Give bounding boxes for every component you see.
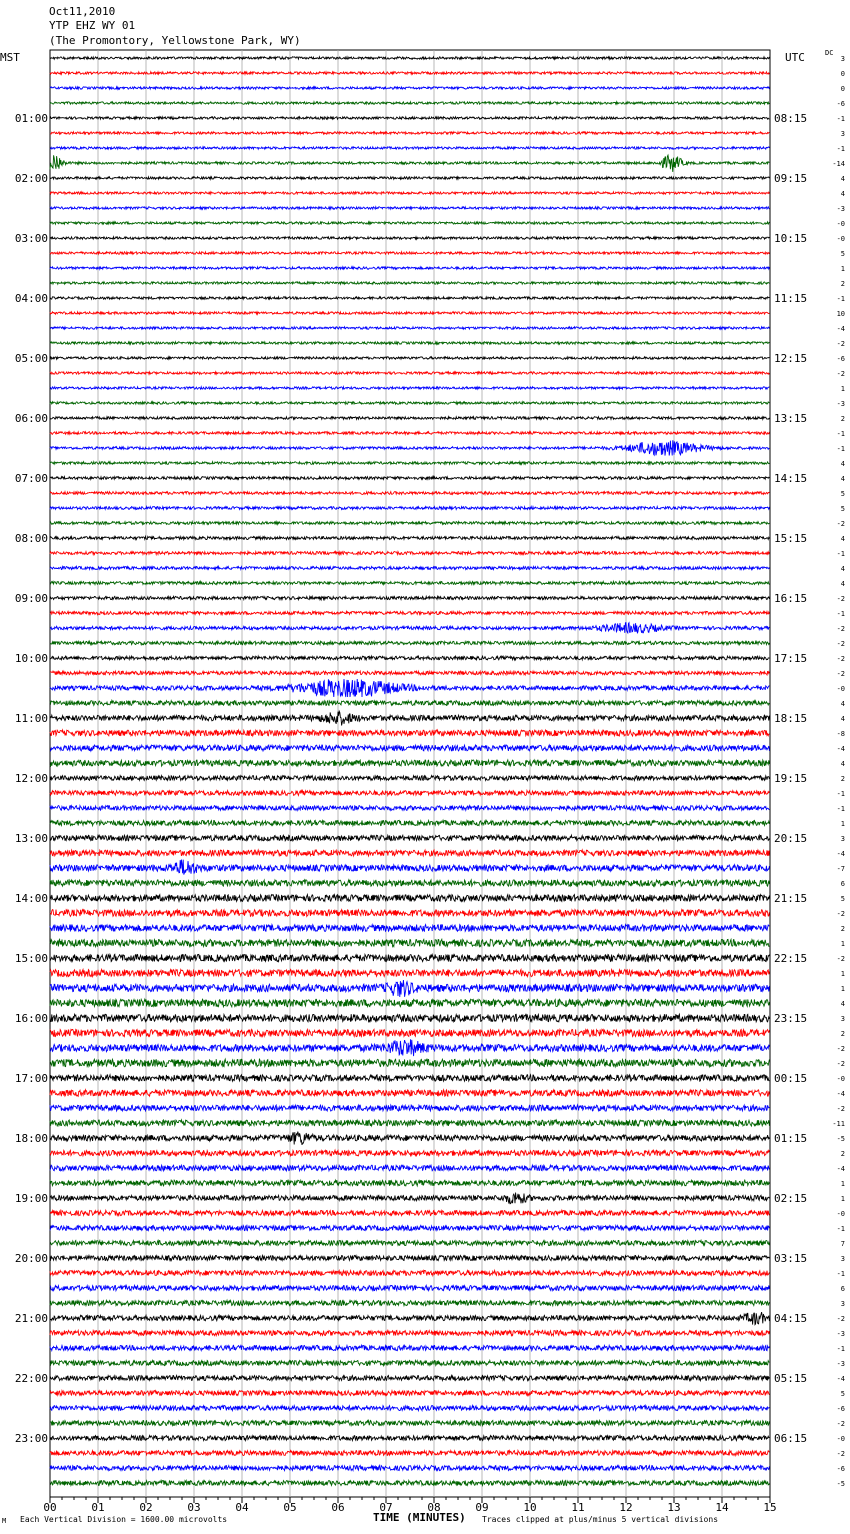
dc-offset-label: -11: [832, 1120, 845, 1128]
seismic-trace: [50, 1039, 769, 1056]
dc-offset-label: 1: [840, 970, 845, 978]
seismic-trace: [50, 102, 769, 104]
dc-offset-label: 5: [840, 895, 845, 903]
seismic-trace: [50, 417, 769, 420]
seismic-trace: [50, 132, 769, 134]
dc-offset-label: 3: [840, 55, 845, 63]
utc-hour-label: 16:15: [774, 592, 808, 605]
dc-offset-label: 0: [840, 85, 845, 93]
mst-hour-label: 18:00: [14, 1132, 48, 1145]
dc-offset-label: 2: [840, 280, 845, 288]
seismic-trace: [50, 1090, 769, 1096]
dc-offset-label: 2: [840, 925, 845, 933]
dc-offset-label: 1: [840, 1180, 845, 1188]
seismic-trace: [50, 402, 769, 404]
seismic-trace: [50, 969, 769, 976]
mst-hour-label: 13:00: [14, 832, 48, 845]
seismic-trace: [50, 507, 769, 510]
vertical-scale-note: Each Vertical Division = 1600.00 microvolts: [20, 1515, 228, 1524]
seismic-trace: [50, 57, 769, 59]
dc-offset-label: -2: [836, 595, 845, 603]
seismic-trace: [50, 980, 769, 997]
dc-offset-label: 4: [840, 715, 845, 723]
station-code: YTP EHZ WY 01: [49, 19, 136, 32]
dc-offset-label: 6: [840, 1285, 845, 1293]
seismic-trace: [50, 462, 769, 465]
seismic-trace: [50, 252, 769, 254]
seismic-trace: [50, 880, 769, 886]
dc-offset-label: -8: [836, 730, 845, 738]
seismic-trace: [50, 1360, 769, 1365]
dc-offset-label: 4: [840, 700, 845, 708]
x-tick-label: 01: [91, 1501, 105, 1514]
mst-axis-title: MST: [0, 51, 20, 64]
dc-offset-label: -2: [836, 625, 845, 633]
seismic-trace: [50, 267, 769, 269]
dc-offset-label: -6: [836, 355, 845, 363]
dc-offset-label: -3: [836, 205, 845, 213]
mst-hour-label: 20:00: [14, 1252, 48, 1265]
utc-hour-label: 22:15: [774, 952, 808, 965]
dc-offset-label: -6: [836, 100, 845, 108]
mst-hour-label: 06:00: [14, 412, 48, 425]
utc-axis-title: UTC: [785, 51, 805, 64]
dc-offset-label: 4: [840, 460, 845, 468]
dc-offset-label: -1: [836, 1345, 845, 1353]
seismic-trace: [50, 297, 769, 299]
seismic-trace: [50, 1285, 769, 1290]
seismic-trace: [50, 596, 769, 599]
seismic-trace: [50, 1225, 769, 1230]
dc-offset-label: -7: [836, 865, 845, 873]
dc-offset-label: 4: [840, 1000, 845, 1008]
seismic-trace: [50, 1391, 769, 1396]
seismic-trace: [50, 582, 769, 585]
seismic-trace: [50, 312, 769, 314]
dc-offset-label: 3: [840, 1300, 845, 1308]
dc-offset-label: 1: [840, 385, 845, 393]
dc-offset-label: -3: [836, 1330, 845, 1338]
dc-offset-label: 3: [840, 130, 845, 138]
dc-offset-label: 4: [840, 190, 845, 198]
dc-offset-label: -1: [836, 145, 845, 153]
utc-hour-label: 10:15: [774, 232, 808, 245]
seismic-trace: [50, 1312, 769, 1325]
seismic-trace: [50, 730, 769, 736]
seismic-trace: [50, 342, 769, 344]
dc-offset-label: 2: [840, 415, 845, 423]
seismic-trace: [50, 1059, 769, 1067]
mst-hour-label: 02:00: [14, 172, 48, 185]
seismic-trace: [50, 925, 769, 932]
x-tick-label: 06: [331, 1501, 345, 1514]
utc-hour-label: 04:15: [774, 1312, 808, 1325]
dc-offset-label: -2: [836, 520, 845, 528]
utc-hour-label: 01:15: [774, 1132, 808, 1145]
mst-hour-label: 10:00: [14, 652, 48, 665]
seismic-trace: [50, 679, 769, 697]
dc-offset-label: -2: [836, 1105, 845, 1113]
dc-column-title: DC: [825, 49, 834, 57]
seismic-trace: [50, 860, 769, 875]
seismic-trace: [50, 440, 769, 455]
seismic-trace: [50, 711, 769, 725]
dc-offset-label: -5: [836, 1480, 845, 1488]
seismic-trace: [50, 1180, 769, 1186]
seismic-trace: [50, 776, 769, 781]
x-tick-label: 13: [667, 1501, 681, 1514]
dc-offset-label: -14: [832, 160, 845, 168]
dc-offset-label: 4: [840, 475, 845, 483]
seismic-trace: [50, 177, 769, 179]
seismic-trace: [50, 806, 769, 811]
seismic-trace: [50, 850, 769, 856]
seismic-trace: [50, 1120, 769, 1126]
seismic-trace: [50, 552, 769, 555]
utc-hour-label: 13:15: [774, 412, 808, 425]
seismic-trace: [50, 835, 769, 841]
seismic-trace: [50, 641, 769, 644]
dc-offset-label: 4: [840, 565, 845, 573]
dc-offset-label: 1: [840, 265, 845, 273]
mst-hour-label: 05:00: [14, 352, 48, 365]
dc-offset-label: -2: [836, 640, 845, 648]
dc-offset-label: 5: [840, 505, 845, 513]
seismic-trace: [50, 282, 769, 284]
seismic-trace: [50, 192, 769, 194]
dc-offset-label: -0: [836, 1075, 845, 1083]
seismic-trace: [50, 147, 769, 149]
dc-offset-label: -0: [836, 220, 845, 228]
seismic-trace: [50, 1014, 769, 1022]
utc-hour-label: 02:15: [774, 1192, 808, 1205]
station-location: (The Promontory, Yellowstone Park, WY): [49, 34, 301, 47]
seismic-trace: [50, 954, 769, 961]
seismic-trace: [50, 1105, 769, 1111]
seismic-trace: [50, 1075, 769, 1081]
mst-hour-label: 08:00: [14, 532, 48, 545]
dc-offset-label: -4: [836, 745, 845, 753]
dc-offset-label: 4: [840, 175, 845, 183]
dc-offset-label: 2: [840, 775, 845, 783]
seismic-trace: [50, 1029, 769, 1036]
dc-offset-label: -0: [836, 1210, 845, 1218]
seismic-trace: [50, 87, 769, 89]
seismic-trace: [50, 207, 769, 209]
utc-hour-label: 08:15: [774, 112, 808, 125]
utc-hour-label: 18:15: [774, 712, 808, 725]
dc-offset-label: -1: [836, 805, 845, 813]
utc-hour-label: 05:15: [774, 1372, 808, 1385]
mst-hour-label: 12:00: [14, 772, 48, 785]
x-tick-label: 03: [187, 1501, 201, 1514]
seismic-trace: [50, 522, 769, 525]
dc-offset-label: 1: [840, 985, 845, 993]
dc-offset-label: -3: [836, 400, 845, 408]
dc-offset-label: -1: [836, 430, 845, 438]
mst-hour-label: 04:00: [14, 292, 48, 305]
seismic-trace: [50, 1421, 769, 1426]
seismic-trace: [50, 1481, 769, 1486]
dc-offset-label: -2: [836, 370, 845, 378]
dc-offset-label: -5: [836, 1135, 845, 1143]
dc-offset-label: -2: [836, 1060, 845, 1068]
x-tick-label: 07: [379, 1501, 393, 1514]
seismic-trace: [50, 745, 769, 751]
mst-hour-label: 21:00: [14, 1312, 48, 1325]
mst-hour-label: 03:00: [14, 232, 48, 245]
mst-hour-label: 09:00: [14, 592, 48, 605]
dc-offset-label: 5: [840, 1390, 845, 1398]
seismic-trace: [50, 656, 769, 660]
seismic-trace: [50, 791, 769, 796]
chart-date: Oct11,2010: [49, 5, 116, 18]
seismic-trace: [50, 1150, 769, 1156]
dc-offset-label: -1: [836, 1270, 845, 1278]
dc-offset-label: -6: [836, 1405, 845, 1413]
mst-hour-label: 01:00: [14, 112, 48, 125]
x-tick-label: 05: [283, 1501, 297, 1514]
x-tick-label: 11: [571, 1501, 585, 1514]
x-tick-label: 14: [715, 1501, 729, 1514]
dc-offset-label: 3: [840, 835, 845, 843]
mst-hour-label: 11:00: [14, 712, 48, 725]
clip-note: Traces clipped at plus/minus 5 vertical divisions: [482, 1515, 719, 1524]
seismic-trace: [50, 760, 769, 766]
dc-offset-label: -3: [836, 1360, 845, 1368]
dc-offset-label: 4: [840, 535, 845, 543]
x-tick-label: 09: [475, 1501, 489, 1514]
seismic-trace: [50, 1255, 769, 1260]
dc-offset-label: 2: [840, 1030, 845, 1038]
utc-hour-label: 09:15: [774, 172, 808, 185]
seismic-trace: [50, 492, 769, 495]
seismic-trace: [50, 477, 769, 480]
dc-offset-label: -1: [836, 790, 845, 798]
seismic-trace: [50, 701, 769, 706]
dc-offset-label: -2: [836, 340, 845, 348]
utc-hour-label: 14:15: [774, 472, 808, 485]
dc-offset-label: 1: [840, 1195, 845, 1203]
seismic-trace: [50, 820, 769, 825]
dc-offset-label: 1: [840, 940, 845, 948]
seismic-trace: [50, 222, 769, 224]
utc-hour-label: 15:15: [774, 532, 808, 545]
utc-hour-label: 19:15: [774, 772, 808, 785]
seismic-trace: [50, 1406, 769, 1411]
seismic-trace: [50, 939, 769, 946]
dc-offset-label: -0: [836, 235, 845, 243]
dc-offset-label: -1: [836, 550, 845, 558]
seismic-trace: [50, 671, 769, 675]
utc-hour-label: 21:15: [774, 892, 808, 905]
seismic-trace: [50, 611, 769, 614]
dc-offset-label: 5: [840, 250, 845, 258]
seismic-trace: [50, 387, 769, 389]
seismic-trace: [50, 623, 769, 634]
x-tick-label: 04: [235, 1501, 249, 1514]
seismic-trace: [50, 155, 769, 172]
dc-offset-label: 3: [840, 1255, 845, 1263]
dc-offset-label: 7: [840, 1240, 845, 1248]
dc-offset-label: -1: [836, 445, 845, 453]
seismic-trace: [50, 1300, 769, 1305]
dc-offset-label: -2: [836, 910, 845, 918]
utc-hour-label: 12:15: [774, 352, 808, 365]
utc-hour-label: 23:15: [774, 1012, 808, 1025]
seismic-trace: [50, 895, 769, 902]
dc-offset-label: -2: [836, 1420, 845, 1428]
seismic-trace: [50, 1165, 769, 1171]
seismic-trace: [50, 237, 769, 239]
seismic-trace: [50, 1270, 769, 1275]
x-axis-title: TIME (MINUTES): [373, 1511, 466, 1524]
dc-offset-label: -1: [836, 610, 845, 618]
dc-offset-label: 6: [840, 880, 845, 888]
dc-offset-label: -1: [836, 115, 845, 123]
dc-offset-label: -4: [836, 850, 845, 858]
label-layer: [15, 55, 845, 1514]
mst-hour-label: 14:00: [14, 892, 48, 905]
dc-offset-label: -2: [836, 655, 845, 663]
mst-hour-label: 19:00: [14, 1192, 48, 1205]
dc-offset-label: -2: [836, 1045, 845, 1053]
utc-hour-label: 20:15: [774, 832, 808, 845]
dc-offset-label: 1: [840, 820, 845, 828]
seismic-trace: [50, 432, 769, 435]
dc-offset-label: -4: [836, 325, 845, 333]
dc-offset-label: -4: [836, 1165, 845, 1173]
seismic-trace: [50, 1451, 769, 1456]
utc-hour-label: 11:15: [774, 292, 808, 305]
dc-offset-label: 10: [836, 310, 845, 318]
x-tick-label: 00: [43, 1501, 57, 1514]
seismic-trace: [50, 1466, 769, 1471]
seismic-trace: [50, 357, 769, 359]
seismic-trace: [50, 537, 769, 540]
seismic-trace: [50, 999, 769, 1007]
x-tick-label: 15: [763, 1501, 777, 1514]
dc-offset-label: -2: [836, 670, 845, 678]
dc-offset-label: -1: [836, 1225, 845, 1233]
mst-hour-label: 16:00: [14, 1012, 48, 1025]
dc-offset-label: -2: [836, 955, 845, 963]
seismic-trace: [50, 910, 769, 917]
seismic-trace: [50, 327, 769, 329]
utc-hour-label: 06:15: [774, 1432, 808, 1445]
x-tick-label: 08: [427, 1501, 441, 1514]
seismic-trace: [50, 117, 769, 119]
dc-offset-label: -0: [836, 685, 845, 693]
seismic-trace: [50, 372, 769, 374]
dc-offset-label: -2: [836, 1315, 845, 1323]
dc-offset-label: 4: [840, 580, 845, 588]
utc-hour-label: 17:15: [774, 652, 808, 665]
mst-hour-label: 07:00: [14, 472, 48, 485]
x-tick-label: 10: [523, 1501, 537, 1514]
seismic-trace: [50, 1132, 769, 1145]
dc-offset-label: -4: [836, 1090, 845, 1098]
mst-hour-label: 15:00: [14, 952, 48, 965]
dc-offset-label: 4: [840, 760, 845, 768]
seismic-trace: [50, 72, 769, 74]
seismic-trace: [50, 1193, 769, 1204]
trace-layer: [50, 57, 769, 1486]
x-tick-label: 12: [619, 1501, 633, 1514]
dc-offset-label: -0: [836, 1435, 845, 1443]
utc-hour-label: 00:15: [774, 1072, 808, 1085]
dc-offset-label: 0: [840, 70, 845, 78]
dc-offset-label: -1: [836, 295, 845, 303]
dc-offset-label: -2: [836, 1450, 845, 1458]
seismic-trace: [50, 1376, 769, 1381]
utc-hour-label: 03:15: [774, 1252, 808, 1265]
dc-offset-label: 3: [840, 1015, 845, 1023]
mst-hour-label: 23:00: [14, 1432, 48, 1445]
seismic-trace: [50, 1436, 769, 1441]
seismic-trace: [50, 1210, 769, 1215]
dc-offset-label: -6: [836, 1465, 845, 1473]
seismic-trace: [50, 1330, 769, 1335]
footer-mark: M: [2, 1517, 7, 1525]
mst-hour-label: 17:00: [14, 1072, 48, 1085]
seismic-trace: [50, 1240, 769, 1245]
seismic-trace: [50, 567, 769, 570]
dc-offset-label: -4: [836, 1375, 845, 1383]
x-tick-label: 02: [139, 1501, 153, 1514]
seismic-trace: [50, 1345, 769, 1350]
mst-hour-label: 22:00: [14, 1372, 48, 1385]
dc-offset-label: 2: [840, 1150, 845, 1158]
dc-offset-label: 5: [840, 490, 845, 498]
